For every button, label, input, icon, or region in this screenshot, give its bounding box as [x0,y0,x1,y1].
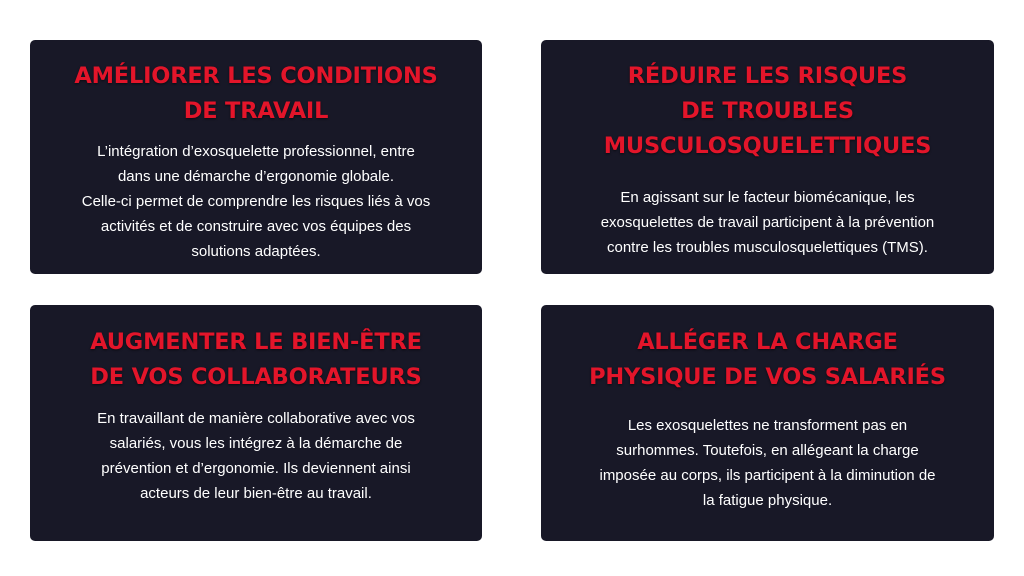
card-body-text [82,139,430,264]
benefit-card-physical-load [541,305,994,541]
card-body-line: En agissant sur le facteur biomécanique, les [620,189,915,206]
card-body-line: imposée au corps, ils participent à la diminution de [599,467,936,484]
card-body-line: Celle-ci permet de comprendre les risques liés à vos [81,193,431,210]
card-body-line: exosquelettes de travail participent à la prévention [600,214,935,231]
card-body-text [97,406,415,506]
card-body-line: prévention et d’ergonomie. Ils deviennent ainsi [101,460,411,477]
card-body-line: dans une démarche d’ergonomie globale. [117,168,394,185]
card-title [90,325,422,395]
card-body-line: la fatigue physique. [702,492,833,509]
card-title-line: AMÉLIORER LES CONDITIONS [74,63,438,89]
card-title-line: DE TROUBLES [681,98,854,124]
card-body-line: solutions adaptées. [191,243,321,260]
card-title-line: DE TRAVAIL [183,98,329,124]
card-body-line: surhommes. Toutefois, en allégeant la charge [616,442,919,459]
benefit-card-working-conditions [30,40,482,274]
card-title [604,59,932,164]
card-title-line: PHYSIQUE DE VOS SALARIÉS [589,364,946,390]
card-title [74,59,437,129]
benefit-card-msd-risks [541,40,994,274]
card-title-line: ALLÉGER LA CHARGE [637,329,898,355]
card-body-text [601,185,935,260]
card-body-line: contre les troubles musculosquelettiques (TMS). [607,239,928,256]
card-title-line: AUGMENTER LE BIEN-ÊTRE [90,329,422,355]
card-title-line: MUSCULOSQUELETTIQUES [603,133,932,159]
card-body-text [599,413,935,513]
card-body-line: acteurs de leur bien-être au travail. [140,485,372,502]
card-body-line: salariés, vous les intégrez à la démarche de [109,435,403,452]
card-body-line: activités et de construire avec vos équipes des [100,218,412,235]
card-title [589,325,946,395]
benefit-card-wellbeing [30,305,482,541]
card-title-line: DE VOS COLLABORATEURS [90,364,422,390]
card-body-line: En travaillant de manière collaborative avec vos [97,410,415,427]
card-body-line: Les exosquelettes ne transforment pas en [627,417,908,434]
card-title-line: RÉDUIRE LES RISQUES [627,63,908,89]
card-body-line: L’intégration d’exosquelette professionnel, entre [97,143,415,160]
